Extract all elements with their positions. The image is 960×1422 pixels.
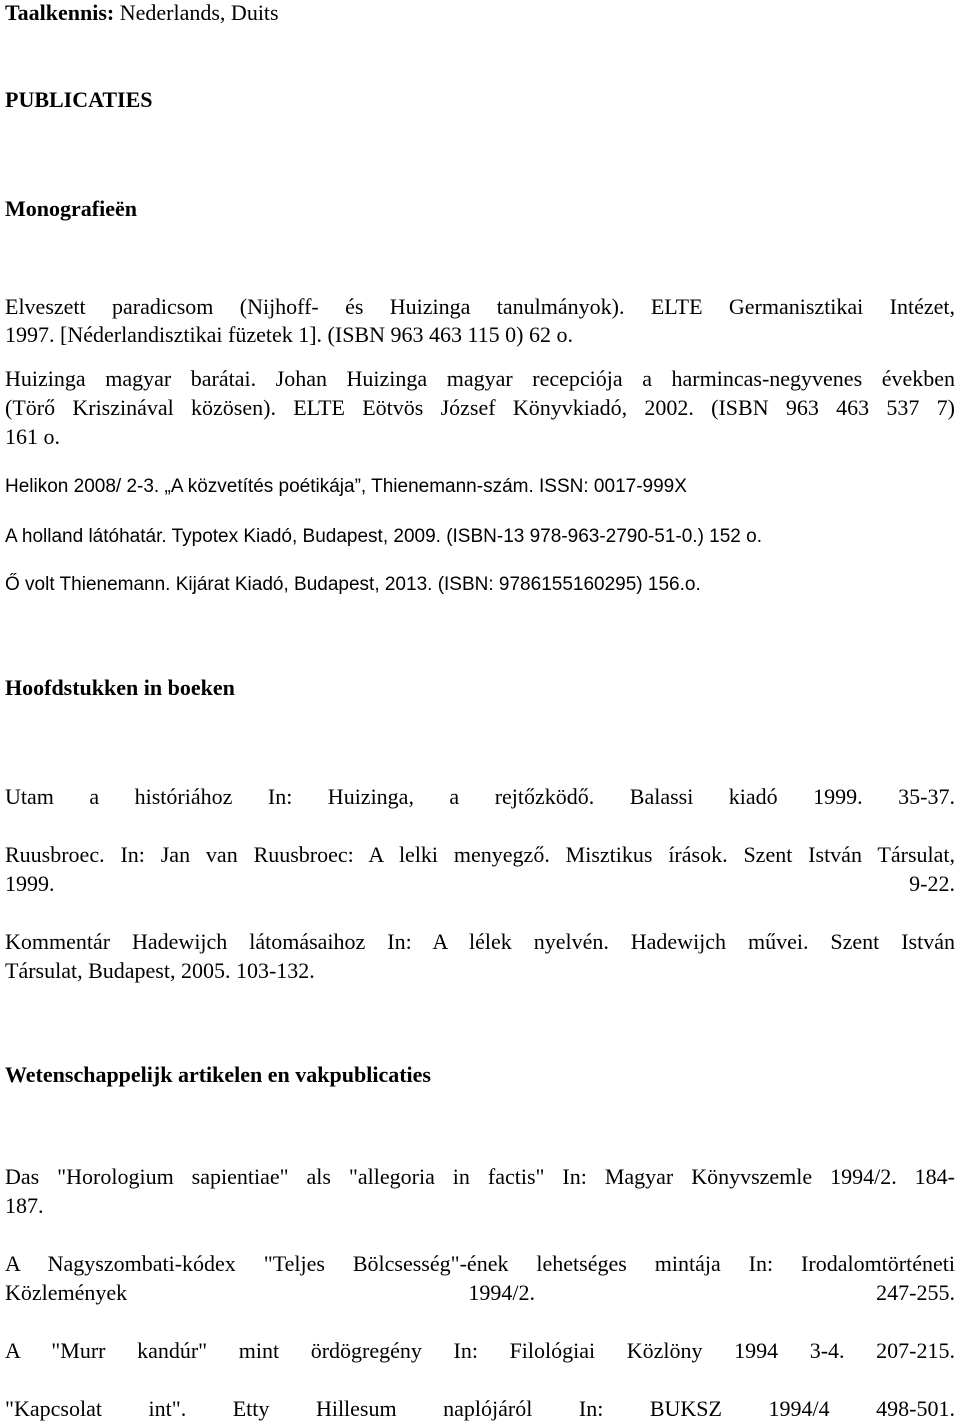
chapter-line: Társulat, Budapest, 2005. 103-132. bbox=[5, 958, 315, 983]
chapter-line: Kommentár Hadewijch látomásaihoz In: A lélek nyelvén. Hadewijch művei. Szent István bbox=[5, 929, 955, 954]
monograph-line: 161 o. bbox=[5, 424, 60, 449]
monograph-line: Huizinga magyar barátai. Johan Huizinga magyar recepciója a harmincas-negyvenes években bbox=[5, 366, 955, 391]
article-line: 187. bbox=[5, 1193, 44, 1218]
article-line: Das "Horologium sapientiae" als "allegoria in factis" In: Magyar Könyvszemle 1994/2. 184- bbox=[5, 1164, 955, 1189]
article-line: A Nagyszombati-kódex "Teljes Bölcsesség"-ének lehetséges mintája In: Irodalomtörténeti bbox=[5, 1251, 955, 1276]
article-line: Közlemények 1994/2. 247-255. bbox=[5, 1280, 955, 1305]
chapter-line: 1999. 9-22. bbox=[5, 871, 955, 896]
monographs-heading: Monografieën bbox=[5, 196, 137, 221]
monograph-line: A holland látóhatár. Typotex Kiadó, Budapest, 2009. (ISBN-13 978-963-2790-51-0.) 152 o. bbox=[5, 526, 763, 547]
chapter-line: Ruusbroec. In: Jan van Ruusbroec: A lelki menyegző. Misztikus írások. Szent István Társulat, bbox=[5, 842, 955, 867]
article-line: A "Murr kandúr" mint ördögregény In: Filológiai Közlöny 1994 3-4. 207-215. bbox=[5, 1338, 955, 1363]
articles-heading: Wetenschappelijk artikelen en vakpublicaties bbox=[5, 1062, 431, 1087]
chapter-line: Utam a históriához In: Huizinga, a rejtőzködő. Balassi kiadó 1999. 35-37. bbox=[5, 784, 955, 809]
monograph-line: Helikon 2008/ 2-3. „A közvetítés poétikája”, Thienemann-szám. ISSN: 0017-999X bbox=[5, 476, 687, 497]
chapters-heading: Hoofdstukken in boeken bbox=[5, 675, 235, 700]
language-line bbox=[5, 2, 279, 24]
publications-heading: PUBLICATIES bbox=[5, 87, 153, 112]
monograph-line: (Törő Kriszinával közösen). ELTE Eötvös József Könyvkiadó, 2002. (ISBN 963 463 537 7) bbox=[5, 395, 955, 420]
language-value: Nederlands, Duits bbox=[114, 0, 279, 25]
monograph-line: 1997. [Néderlandisztikai füzetek 1]. (ISBN 963 463 115 0) 62 o. bbox=[5, 322, 574, 347]
language-label: Taalkennis: bbox=[5, 0, 115, 25]
monograph-line: Elveszett paradicsom (Nijhoff- és Huizinga tanulmányok). ELTE Germanisztikai Intézet, bbox=[5, 294, 955, 319]
monograph-line: Ő volt Thienemann. Kijárat Kiadó, Budapest, 2013. (ISBN: 9786155160295) 156.o. bbox=[5, 574, 701, 595]
article-line: "Kapcsolat int". Etty Hillesum naplójáról In: BUKSZ 1994/4 498-501. bbox=[5, 1396, 955, 1421]
